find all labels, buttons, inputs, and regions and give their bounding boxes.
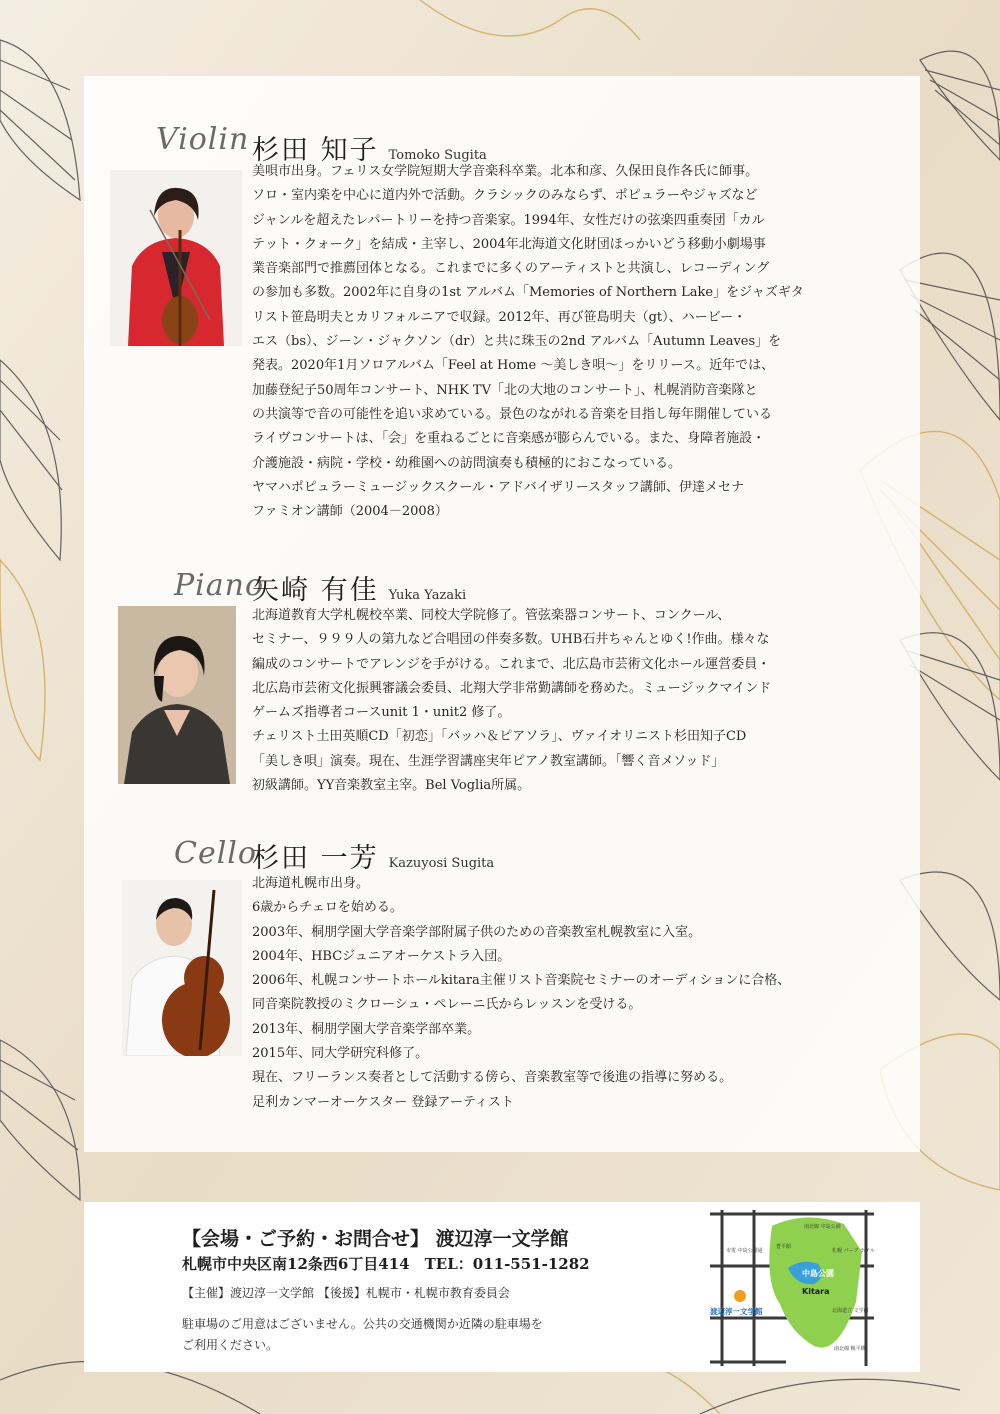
venue-footer [84, 1202, 920, 1372]
bio-line: 美唄市出身。フェリス女学院短期大学音楽科卒業。北本和彦、久保田良作各氏に師事。 [252, 164, 759, 179]
map-label: 豊平館 [776, 1244, 792, 1250]
map-label: 北海道立 文学館 [832, 1308, 869, 1314]
pianist-photo [118, 606, 236, 784]
bio-line: セミナー、９９９人の第九など合唱団の伴奏多数。UHB石井ちゃんとゆく!作曲。様々な [252, 632, 770, 648]
bio-line: ソロ・室内楽を中心に道内外で活動。クラシックのみならず、ポピュラーやジャズなど [252, 188, 758, 204]
parking-note [182, 1314, 543, 1356]
map-label: 南北線 幌平橋 [834, 1346, 866, 1352]
bio-line: 2004年、HBCジュニアオーケストラ入団。 [252, 948, 511, 964]
bio-line: 2006年、札幌コンサートホールkitara主催リスト音楽院セミナーのオーディションに合格、 [252, 973, 791, 989]
performer-bio [252, 160, 804, 524]
performer-bio [252, 872, 790, 1115]
map-museum-marker [734, 1290, 746, 1302]
organizers: 【主催】渡辺淳一文学館 【後援】札幌市・札幌市教育委員会 [182, 1286, 510, 1300]
bio-line: 業音楽部門で推薦団体となる。これまでに多くのアーティストと共演し、レコーディング [252, 261, 770, 277]
bio-line: 2003年、桐朋学園大学音楽学部附属子供のための音楽教室札幌教室に入室。 [252, 924, 702, 940]
instrument-label: Violin [156, 122, 250, 157]
bio-line: ライヴコンサートは、「会」を重ねるごとに音楽感が膨らんでいる。また、身障者施設・ [252, 431, 766, 447]
map-label: 中島公園 [802, 1269, 834, 1278]
content-panel [84, 76, 920, 1152]
bio-line: ファミオン講師（2004－2008） [252, 504, 448, 520]
access-map [706, 1206, 876, 1370]
instrument-label: Cello [174, 836, 257, 871]
performer-bio [252, 604, 771, 798]
name-japanese: 杉田 一芳 [252, 843, 379, 874]
bio-line: 足利カンマーオーケスター 登録アーティスト [252, 1094, 514, 1110]
bio-line: 同音楽院教授のミクローシュ・ペレーニ氏からレッスンを受ける。 [252, 997, 642, 1013]
bio-line: 2015年、同大学研究科修了。 [252, 1046, 429, 1062]
name-japanese: 杉田 知子 [252, 135, 379, 166]
map-label: 南北線 中島公園 [804, 1224, 841, 1230]
bio-line: 介護施設・病院・学校・幼稚園への訪問演奏も積極的におこなっている。 [252, 455, 682, 471]
bio-line: ゲームズ指導者コースunit 1・unit2 修了。 [252, 705, 511, 721]
bio-line: エス（bs）、ジーン・ジャクソン（dr）と共に珠玉の2nd アルバム「Autumn Leaves」を [252, 334, 782, 350]
bio-line: リスト笹島明夫とカリフォルニアで収録。2012年、再び笹島明夫（gt）、ハービー・ [252, 309, 747, 325]
bio-line: 北海道札幌市出身。 [252, 876, 370, 891]
note-line: 駐車場のご用意はございません。公共の交通機関か近隣の駐車場を [182, 1317, 543, 1331]
map-label: 札幌 パーク ホテル [832, 1248, 875, 1254]
bio-line: 発表。2020年1月ソロアルバム「Feel at Home 〜美しき唄〜」をリリース。近年では、 [252, 358, 775, 374]
bio-line: 加藤登紀子50周年コンサート、NHK TV「北の大地のコンサート」、札幌消防音楽隊と [252, 382, 758, 398]
bio-line: 2013年、桐朋学園大学音楽学部卒業。 [252, 1021, 481, 1037]
name-english: Kazuyosi Sugita [388, 856, 495, 871]
bio-line: の共演等で音の可能性を追い求めている。景色のながれる音楽を目指し毎年開催している [252, 406, 773, 422]
bio-line: ヤマハポピュラーミュージックスクール・アドバイザリースタッフ講師、伊達メセナ [252, 479, 745, 495]
name-english: Tomoko Sugita [388, 148, 487, 163]
cellist-photo [122, 880, 242, 1056]
bio-line: 北広島市芸術文化振興審議会委員、北翔大学非常勤講師を務めた。ミュージックマインド [252, 680, 772, 696]
venue-address: 札幌市中央区南12条西6丁目414 TEL：011-551-1282 [182, 1255, 590, 1273]
bio-line: チェリスト土田英順CD「初恋」「バッハ＆ピアソラ」、ヴァイオリニスト杉田知子CD [252, 729, 747, 745]
bio-line: ジャンルを超えたレパートリーを持つ音楽家。1994年、女性だけの弦楽四重奏団「カル [252, 212, 765, 228]
bio-line: 初級講師。YY音楽教室主宰。Bel Voglia所属。 [252, 778, 531, 794]
bio-line: の参加も多数。2002年に自身の1st アルバム「Memories of Northern Lake」をジャズギタ [252, 285, 804, 301]
bio-line: 北海道教育大学札幌校卒業、同校大学院修了。管弦楽器コンサート、コンクール、 [252, 608, 731, 623]
violinist-photo [110, 170, 242, 346]
note-line: ご利用ください。 [182, 1338, 279, 1352]
map-label: 市電 中島公園通 [726, 1248, 763, 1254]
bio-line: 編成のコンサートでアレンジを手がける。これまで、北広島市芸術文化ホール運営委員・ [252, 656, 771, 672]
performer-name [252, 568, 466, 607]
name-english: Yuka Yazaki [388, 588, 467, 603]
bio-line: 現在、フリーランス奏者として活動する傍ら、音楽教室等で後進の指導に努める。 [252, 1070, 733, 1086]
bio-line: 6歳からチェロを始める。 [252, 900, 403, 916]
bio-line: テット・クォーク」を結成・主宰し、2004年北海道文化財団ほっかいどう移動小劇場事 [252, 236, 766, 252]
map-label: Kitara [802, 1287, 830, 1296]
performer-name [252, 836, 494, 875]
name-japanese: 矢崎 有佳 [252, 575, 379, 606]
bio-line: 「美しき唄」演奏。現在、生涯学習講座実年ピアノ教室講師。「響く音メソッド」 [252, 753, 725, 769]
map-label: 渡辺淳一文学館 [710, 1307, 763, 1316]
venue-heading: 【会場・ご予約・お問合せ】 渡辺淳一文学館 [182, 1228, 569, 1250]
instrument-label: Piano [174, 568, 265, 603]
